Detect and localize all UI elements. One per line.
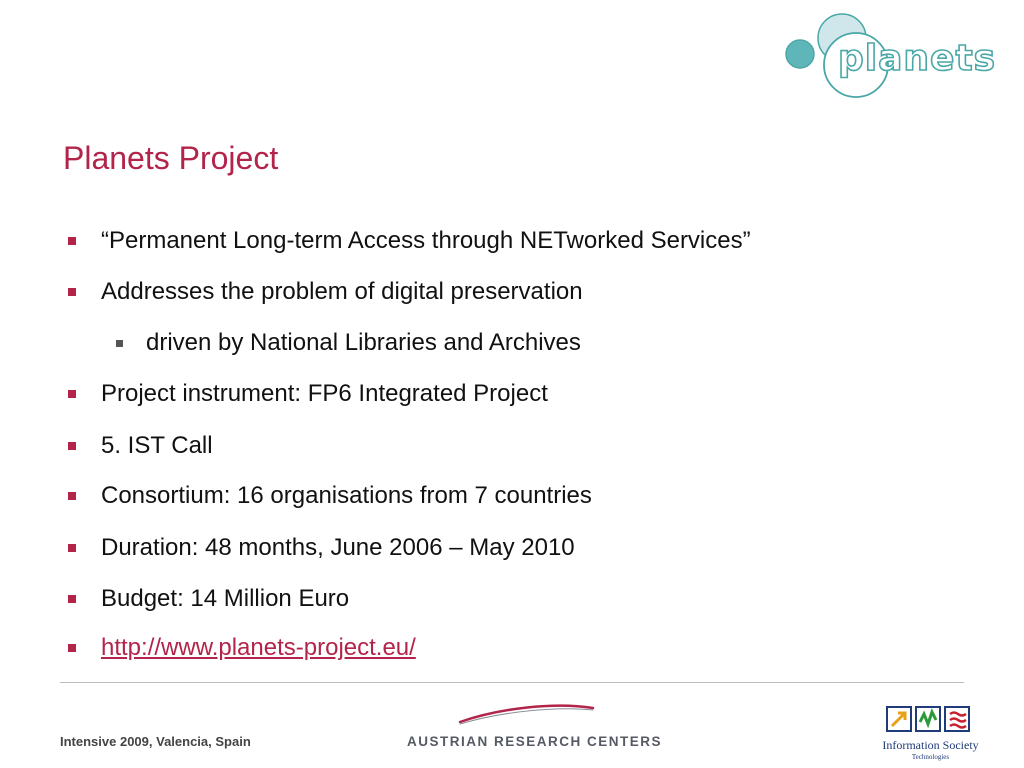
ist-logo-text: Information Society — [882, 738, 979, 752]
bullet-item — [101, 379, 548, 409]
bullet-text: Project instrument: FP6 Integrated Project — [101, 380, 548, 407]
bullet-item — [101, 633, 416, 663]
arc-logo-text: AUSTRIAN RESEARCH CENTERS — [407, 734, 663, 749]
bullet-item — [101, 584, 349, 614]
information-society-logo — [868, 702, 993, 766]
bullet-marker-icon — [68, 644, 76, 652]
bullet-marker-icon — [68, 288, 76, 296]
arc-swoosh-icon — [405, 700, 655, 730]
planets-logo-text: planets — [838, 38, 997, 79]
bullet-text: driven by National Libraries and Archives — [146, 329, 581, 356]
footer-event-text: Intensive 2009, Valencia, Spain — [60, 734, 251, 749]
bullet-item — [101, 481, 592, 511]
bullet-text: Budget: 14 Million Euro — [101, 585, 350, 612]
bullet-item — [101, 431, 213, 461]
bullet-text: “Permanent Long-term Access through NETworked Services” — [101, 227, 751, 254]
bullet-text: Addresses the problem of digital preservation — [101, 278, 583, 305]
bullet-item — [101, 533, 575, 563]
bullet-marker-icon — [68, 544, 76, 552]
bullet-text: Consortium: 16 organisations from 7 countries — [101, 482, 592, 509]
planets-logo — [780, 8, 1010, 108]
sub-bullet-item — [146, 328, 581, 358]
bullet-marker-icon — [68, 237, 76, 245]
bullet-marker-icon — [68, 595, 76, 603]
bullet-marker-icon — [68, 442, 76, 450]
bullet-text: Duration: 48 months, June 2006 – May 2010 — [101, 534, 575, 561]
ist-logo-subtext: Technologies — [911, 753, 950, 761]
sub-bullet-marker-icon — [116, 340, 123, 347]
ist-tiles-icon — [868, 702, 993, 738]
bullet-item — [101, 277, 583, 307]
bullet-marker-icon — [68, 390, 76, 398]
austrian-research-centers-logo — [405, 700, 663, 755]
bullet-marker-icon — [68, 492, 76, 500]
bullet-text: 5. IST Call — [101, 432, 213, 459]
slide-title: Planets Project — [63, 140, 279, 176]
footer-divider — [60, 682, 964, 683]
project-website-link[interactable]: http://www.planets-project.eu/ — [101, 634, 416, 661]
bullet-item — [101, 226, 751, 256]
